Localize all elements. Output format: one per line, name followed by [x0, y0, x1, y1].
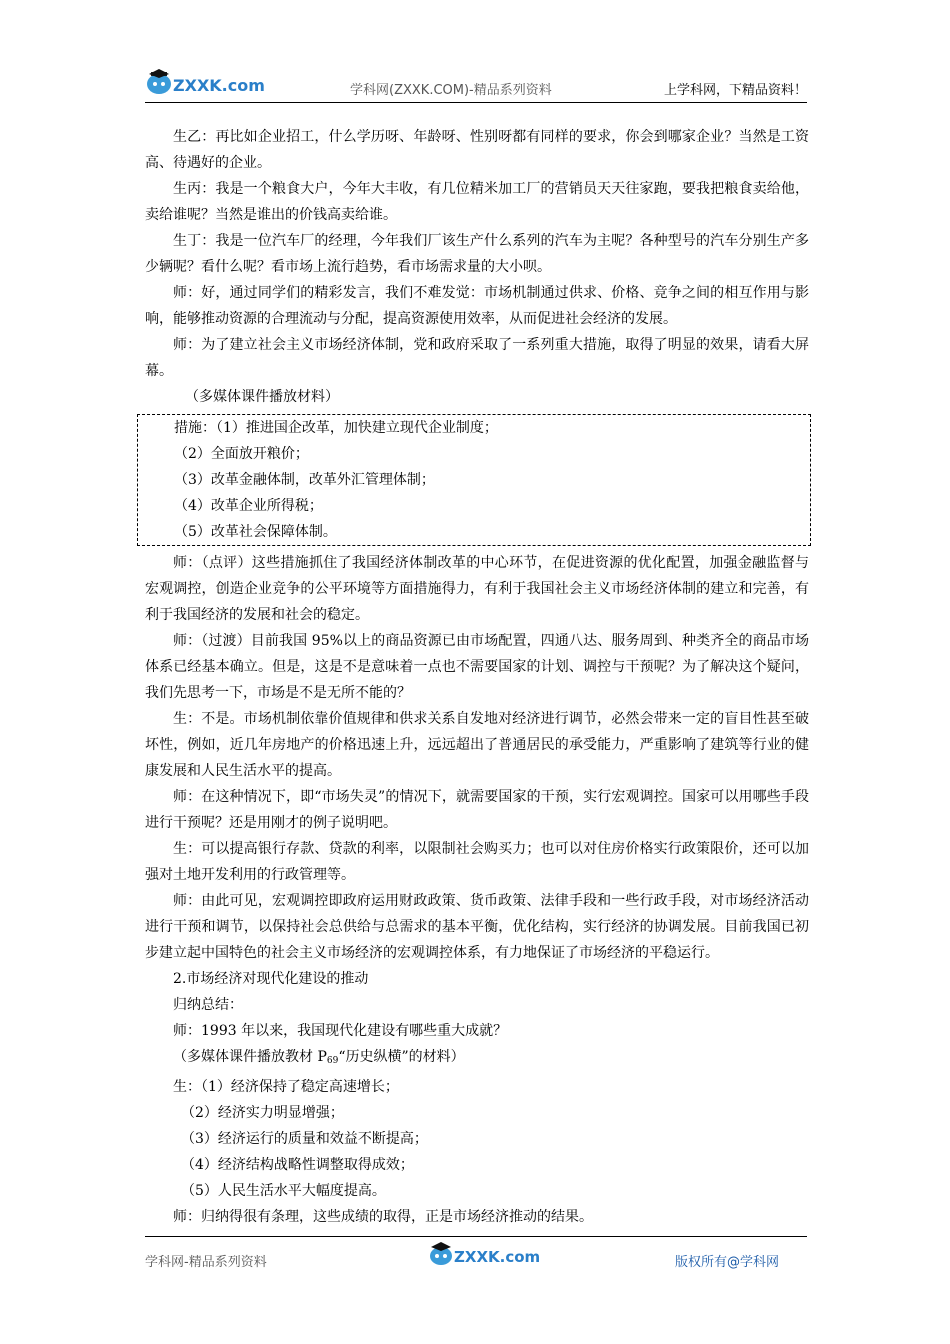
svg-text:ZXXK.com: ZXXK.com	[454, 1248, 541, 1266]
measure-item: （5）改革社会保障体制。	[174, 524, 337, 540]
measures-box	[137, 414, 811, 546]
paragraph: 师：1993 年以来，我国现代化建设有哪些重大成就？	[173, 1023, 508, 1039]
paragraph: 师：归纳得很有条理，这些成绩的取得，正是市场经济推动的结果。	[173, 1209, 593, 1225]
paragraph: 师：（点评）这些措施抓住了我国经济体制改革的中心环节，在促进资源的优化配置，加强金融监督与宏观调控，创造企业竞争的公平环境等方面措施得力，有利于我国社会主义市场经济体制的建立和完善，有利于我国经济的发展和社会的稳定。	[145, 555, 809, 623]
list-item: （3）经济运行的质量和效益不断提高；	[181, 1131, 428, 1147]
paragraph: 归纳总结：	[173, 997, 243, 1013]
paragraph: 师：由此可见，宏观调控即政府运用财政政策、货币政策、法律手段和一些行政手段，对市场经济活动进行干预和调节，以保持社会总供给与总需求的基本平衡，优化结构，实行经济的协调发展。目前我国已初步建立起中国特色的社会主义市场经济的宏观调控体系，有力地保证了市场经济的平稳运行。	[145, 893, 809, 961]
footer-right-text: 版权所有@学科网	[674, 1255, 779, 1270]
measure-item: 措施：（1）推进国企改革，加快建立现代企业制度；	[174, 420, 498, 436]
paragraph: 师：在这种情况下，即“市场失灵”的情况下，就需要国家的干预，实行宏观调控。国家可以用哪些手段进行干预呢？还是用刚才的例子说明吧。	[145, 789, 809, 831]
header-center-text: 学科网(ZXXK.COM)-精品系列资料	[350, 83, 552, 98]
zxxk-logo	[145, 66, 265, 100]
paragraph: 生乙：再比如企业招工，什么学历呀、年龄呀、性别呀都有同样的要求，你会到哪家企业？当然是工资高、待遇好的企业。	[145, 129, 809, 171]
page-footer	[145, 1236, 807, 1277]
svg-text:ZXXK.com: ZXXK.com	[173, 76, 265, 95]
paragraph: 师：为了建立社会主义市场经济体制，党和政府采取了一系列重大措施，取得了明显的效果，请看大屏幕。	[145, 337, 809, 379]
paragraph: （多媒体课件播放材料）	[185, 389, 339, 405]
list-item: （2）经济实力明显增强；	[181, 1105, 344, 1121]
page-header	[145, 66, 807, 103]
paragraph: 生丁：我是一位汽车厂的经理，今年我们厂该生产什么系列的汽车为主呢？各种型号的汽车分别生产多少辆呢？看什么呢？看市场上流行趋势，看市场需求量的大小呗。	[145, 233, 809, 275]
measure-item: （2）全面放开粮价；	[174, 446, 309, 462]
section-heading: 2.市场经济对现代化建设的推动	[173, 971, 369, 987]
list-item: 生：（1）经济保持了稳定高速增长；	[173, 1079, 399, 1095]
text-span: “历史纵横”的材料）	[338, 1049, 465, 1065]
page-subscript: 69	[326, 1056, 339, 1066]
paragraph: 师：好，通过同学们的精彩发言，我们不难发觉：市场机制通过供求、价格、竞争之间的相互作用与影响，能够推动资源的合理流动与分配，提高资源使用效率，从而促进社会经济的发展。	[145, 285, 809, 327]
document-body	[145, 124, 809, 1230]
list-item: （5）人民生活水平大幅度提高。	[181, 1183, 386, 1199]
text-span: （多媒体课件播放教材 P	[173, 1049, 327, 1065]
measure-item: （3）改革金融体制，改革外汇管理体制；	[174, 472, 435, 488]
zxxk-footer-logo	[428, 1239, 541, 1271]
paragraph: 生：可以提高银行存款、贷款的利率，以限制社会购买力；也可以对住房价格实行政策限价，还可以加强对土地开发利用的行政管理等。	[145, 841, 809, 883]
paragraph	[145, 1044, 809, 1074]
measure-item: （4）改革企业所得税；	[174, 498, 323, 514]
header-right-text: 上学科网，下精品资料！	[663, 83, 807, 98]
paragraph: 生：不是。市场机制依靠价值规律和供求关系自发地对经济进行调节，必然会带来一定的盲目性甚至破坏性，例如，近几年房地产的价格迅速上升，远远超出了普通居民的承受能力，严重影响了建筑等行业的健康发展和人民生活水平的提高。	[145, 711, 809, 779]
paragraph: 师：（过渡）目前我国 95%以上的商品资源已由市场配置，四通八达、服务周到、种类齐全的商品市场体系已经基本确立。但是，这是不是意味着一点也不需要国家的计划、调控与干预呢？为了解决这个疑问，我们先思考一下，市场是不是无所不能的？	[145, 633, 809, 701]
footer-left-text: 学科网-精品系列资料	[145, 1255, 267, 1270]
paragraph: 生丙：我是一个粮食大户，今年大丰收，有几位精米加工厂的营销员天天往家跑，要我把粮食卖给他，卖给谁呢？当然是谁出的价钱高卖给谁。	[145, 181, 809, 223]
list-item: （4）经济结构战略性调整取得成效；	[181, 1157, 414, 1173]
